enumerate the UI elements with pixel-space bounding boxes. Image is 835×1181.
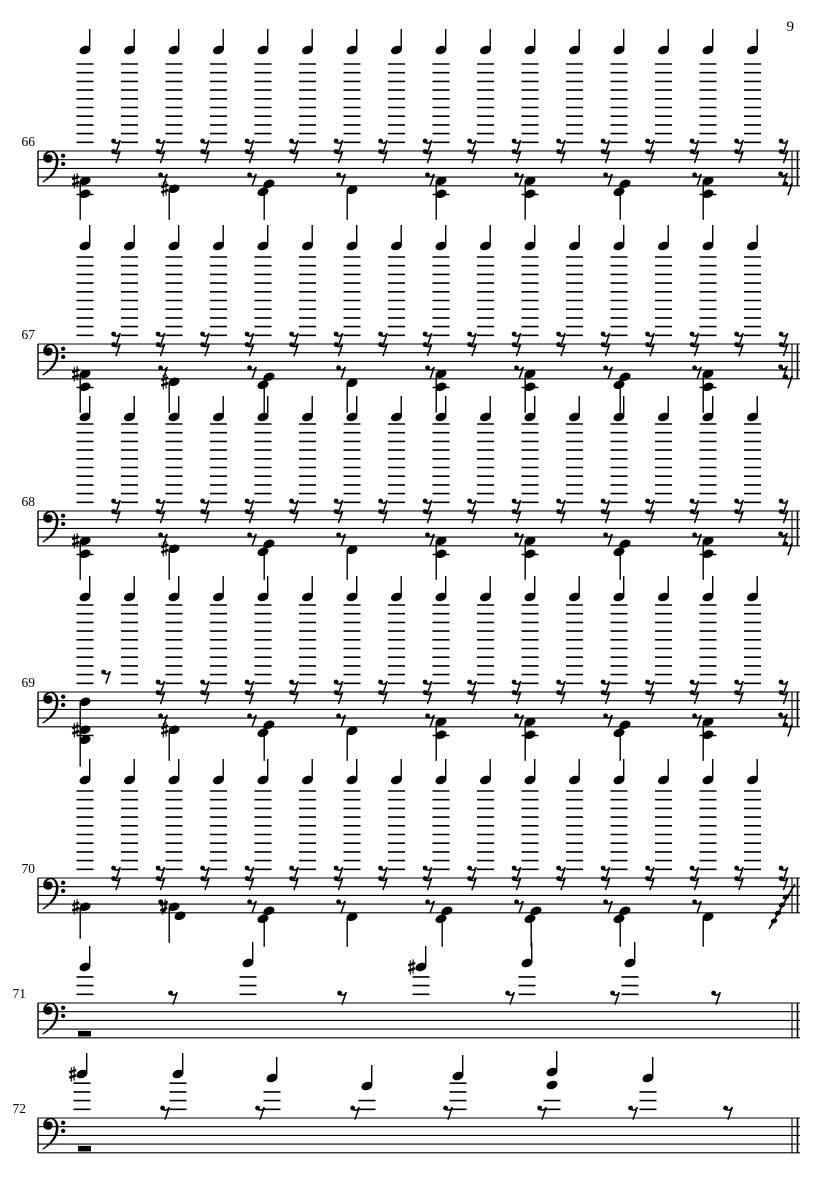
low-note bbox=[256, 719, 276, 761]
low-note bbox=[345, 725, 359, 761]
low-note bbox=[700, 535, 717, 580]
bass-clef-icon bbox=[42, 1118, 65, 1150]
low-note bbox=[72, 696, 93, 767]
measure-number: 70 bbox=[21, 861, 35, 876]
note-column bbox=[301, 225, 315, 252]
note-column bbox=[171, 1053, 185, 1080]
low-note bbox=[612, 371, 632, 413]
eighth-rest-icon bbox=[425, 899, 434, 913]
note-column bbox=[69, 1053, 89, 1082]
system-measure-70 bbox=[22, 759, 801, 947]
system-measure-68 bbox=[22, 396, 801, 580]
low-note bbox=[256, 905, 276, 947]
note-column bbox=[701, 225, 715, 252]
note-column bbox=[479, 576, 493, 603]
note-column bbox=[612, 225, 626, 252]
bass-clef-icon bbox=[42, 1003, 65, 1035]
note-column bbox=[212, 759, 226, 786]
eighth-rest-icon bbox=[692, 899, 701, 913]
bass-clef-icon bbox=[42, 344, 65, 376]
note-column bbox=[434, 759, 448, 786]
eighth-rest-icon bbox=[603, 365, 612, 379]
low-note bbox=[161, 722, 181, 761]
note-column bbox=[256, 759, 270, 786]
low-note bbox=[72, 173, 93, 220]
eighth-rest-icon bbox=[603, 713, 612, 727]
low-note bbox=[433, 716, 450, 761]
note-column bbox=[657, 225, 671, 252]
note-column bbox=[123, 576, 137, 603]
note-column bbox=[612, 29, 626, 56]
low-note bbox=[161, 374, 181, 413]
eighth-rest-icon bbox=[514, 532, 523, 546]
note-column bbox=[390, 225, 404, 252]
eighth-rest-icon bbox=[336, 532, 345, 546]
note-column bbox=[167, 225, 181, 252]
measure-number: 68 bbox=[21, 494, 35, 509]
note-column bbox=[212, 396, 226, 423]
low-note bbox=[433, 368, 450, 413]
low-note bbox=[161, 181, 181, 220]
note-column bbox=[301, 576, 315, 603]
low-note bbox=[522, 368, 539, 413]
low-note bbox=[433, 175, 450, 220]
note-column bbox=[123, 396, 137, 423]
note-column bbox=[701, 29, 715, 56]
note-column bbox=[345, 759, 359, 786]
system-measure-71 bbox=[13, 942, 801, 1038]
note-column bbox=[301, 396, 315, 423]
note-column bbox=[434, 576, 448, 603]
whole-rest bbox=[78, 1031, 91, 1037]
note-column bbox=[623, 942, 637, 969]
eighth-rest-icon bbox=[783, 541, 792, 555]
eighth-rest-icon bbox=[101, 670, 110, 684]
note-column bbox=[408, 946, 428, 975]
low-note bbox=[256, 178, 276, 220]
measure-number: 72 bbox=[12, 1101, 26, 1116]
note-column bbox=[434, 29, 448, 56]
note-column bbox=[545, 1051, 559, 1091]
low-note bbox=[700, 368, 717, 413]
eighth-rest-icon bbox=[692, 713, 701, 727]
note-column bbox=[212, 29, 226, 56]
low-note bbox=[700, 716, 717, 761]
note-column bbox=[657, 576, 671, 603]
system-measure-66 bbox=[22, 29, 801, 220]
note-column bbox=[390, 759, 404, 786]
eighth-rest-icon bbox=[783, 374, 792, 388]
note-column bbox=[568, 576, 582, 603]
eighth-rest-icon bbox=[336, 899, 345, 913]
note-column bbox=[123, 759, 137, 786]
system-measure-69 bbox=[22, 576, 801, 767]
eighth-rest-icon bbox=[336, 365, 345, 379]
note-column bbox=[301, 759, 315, 786]
eighth-rest-icon bbox=[425, 713, 434, 727]
note-column bbox=[612, 576, 626, 603]
low-note bbox=[523, 905, 543, 947]
eighth-rest-icon bbox=[603, 899, 612, 913]
measure-number: 69 bbox=[21, 675, 35, 690]
eighth-rest-icon bbox=[336, 713, 345, 727]
low-note bbox=[612, 905, 632, 947]
note-column bbox=[568, 225, 582, 252]
bass-clef-icon bbox=[42, 692, 65, 724]
eighth-rest-icon bbox=[692, 532, 701, 546]
note-column bbox=[167, 576, 181, 603]
note-column bbox=[520, 942, 534, 969]
eighth-rest-icon bbox=[336, 172, 345, 186]
grace-slash bbox=[769, 884, 795, 929]
note-column bbox=[256, 576, 270, 603]
note-column bbox=[123, 29, 137, 56]
note-column bbox=[256, 29, 270, 56]
note-column bbox=[746, 396, 760, 423]
note-head bbox=[545, 1079, 559, 1091]
sharp-icon bbox=[408, 959, 415, 974]
note-column bbox=[479, 29, 493, 56]
note-column bbox=[390, 396, 404, 423]
note-column bbox=[434, 225, 448, 252]
note-column bbox=[256, 396, 270, 423]
system-measure-72 bbox=[13, 1051, 801, 1153]
eighth-rest-icon bbox=[425, 532, 434, 546]
eighth-rest-icon bbox=[514, 365, 523, 379]
sharp-icon bbox=[69, 1066, 76, 1081]
note-column bbox=[78, 946, 92, 973]
low-note bbox=[345, 184, 359, 220]
note-column bbox=[479, 759, 493, 786]
note-head bbox=[173, 910, 187, 922]
low-note bbox=[612, 538, 632, 580]
note-column bbox=[212, 576, 226, 603]
note-column bbox=[345, 225, 359, 252]
eighth-rest-icon bbox=[514, 713, 523, 727]
note-column bbox=[657, 396, 671, 423]
eighth-rest-icon bbox=[514, 899, 523, 913]
low-note bbox=[612, 719, 632, 761]
eighth-rest-icon bbox=[247, 532, 256, 546]
eighth-rest-icon bbox=[783, 181, 792, 195]
note-column bbox=[701, 759, 715, 786]
low-note bbox=[345, 911, 359, 947]
eighth-rest-icon bbox=[692, 365, 701, 379]
eighth-rest-icon bbox=[425, 365, 434, 379]
low-note bbox=[434, 905, 454, 947]
low-note bbox=[522, 535, 539, 580]
low-note bbox=[72, 899, 92, 939]
note-column bbox=[123, 225, 137, 252]
eighth-rest-icon bbox=[425, 172, 434, 186]
note-column bbox=[390, 576, 404, 603]
note-column bbox=[612, 759, 626, 786]
low-note bbox=[256, 371, 276, 413]
note-column bbox=[523, 225, 537, 252]
eighth-rest-icon bbox=[692, 172, 701, 186]
eighth-rest-icon bbox=[247, 365, 256, 379]
note-column bbox=[256, 225, 270, 252]
page-number: 9 bbox=[786, 19, 794, 35]
eighth-rest-icon bbox=[247, 899, 256, 913]
note-column bbox=[301, 29, 315, 56]
note-column bbox=[568, 29, 582, 56]
whole-rest bbox=[78, 1146, 91, 1152]
bass-clef-icon bbox=[42, 878, 65, 910]
low-note bbox=[256, 538, 276, 580]
measure-number: 67 bbox=[21, 327, 35, 342]
eighth-rest-icon bbox=[247, 172, 256, 186]
note-column bbox=[360, 1065, 374, 1092]
note-column bbox=[746, 225, 760, 252]
low-note bbox=[700, 175, 717, 220]
note-column bbox=[390, 29, 404, 56]
system-measure-67 bbox=[22, 225, 801, 413]
note-column bbox=[479, 225, 493, 252]
low-note bbox=[522, 175, 539, 220]
low-note bbox=[522, 716, 539, 761]
note-column bbox=[523, 29, 537, 56]
low-note bbox=[612, 178, 632, 220]
note-column bbox=[265, 1057, 279, 1084]
note-column bbox=[641, 1057, 655, 1084]
measure-number: 71 bbox=[12, 986, 26, 1001]
note-column bbox=[657, 29, 671, 56]
note-column bbox=[78, 576, 92, 603]
note-column bbox=[167, 29, 181, 56]
low-note bbox=[72, 533, 93, 580]
eighth-rest-icon bbox=[603, 532, 612, 546]
note-column bbox=[78, 29, 92, 56]
note-column bbox=[345, 576, 359, 603]
note-column bbox=[167, 759, 181, 786]
low-note bbox=[160, 899, 187, 943]
note-column bbox=[701, 576, 715, 603]
bass-clef-icon bbox=[42, 151, 65, 183]
note-column bbox=[212, 225, 226, 252]
note-column bbox=[78, 225, 92, 252]
note-column bbox=[523, 759, 537, 786]
note-column bbox=[568, 759, 582, 786]
low-note bbox=[345, 544, 359, 580]
eighth-rest-icon bbox=[514, 172, 523, 186]
note-column bbox=[523, 576, 537, 603]
note-column bbox=[241, 942, 255, 969]
note-column bbox=[451, 1055, 465, 1082]
bass-clef-icon bbox=[42, 511, 65, 543]
eighth-rest-icon bbox=[783, 722, 792, 736]
note-column bbox=[746, 29, 760, 56]
note-column bbox=[568, 396, 582, 423]
low-note bbox=[433, 535, 450, 580]
low-note bbox=[161, 541, 181, 580]
note-column bbox=[657, 759, 671, 786]
eighth-rest-icon bbox=[247, 713, 256, 727]
note-column bbox=[345, 29, 359, 56]
note-column bbox=[612, 396, 626, 423]
measure-number: 66 bbox=[21, 134, 35, 149]
note-column bbox=[479, 396, 493, 423]
low-note bbox=[701, 911, 715, 947]
note-column bbox=[746, 759, 760, 786]
sharp-icon bbox=[72, 899, 79, 914]
eighth-rest-icon bbox=[603, 172, 612, 186]
note-column bbox=[746, 576, 760, 603]
grace-run bbox=[769, 884, 795, 929]
